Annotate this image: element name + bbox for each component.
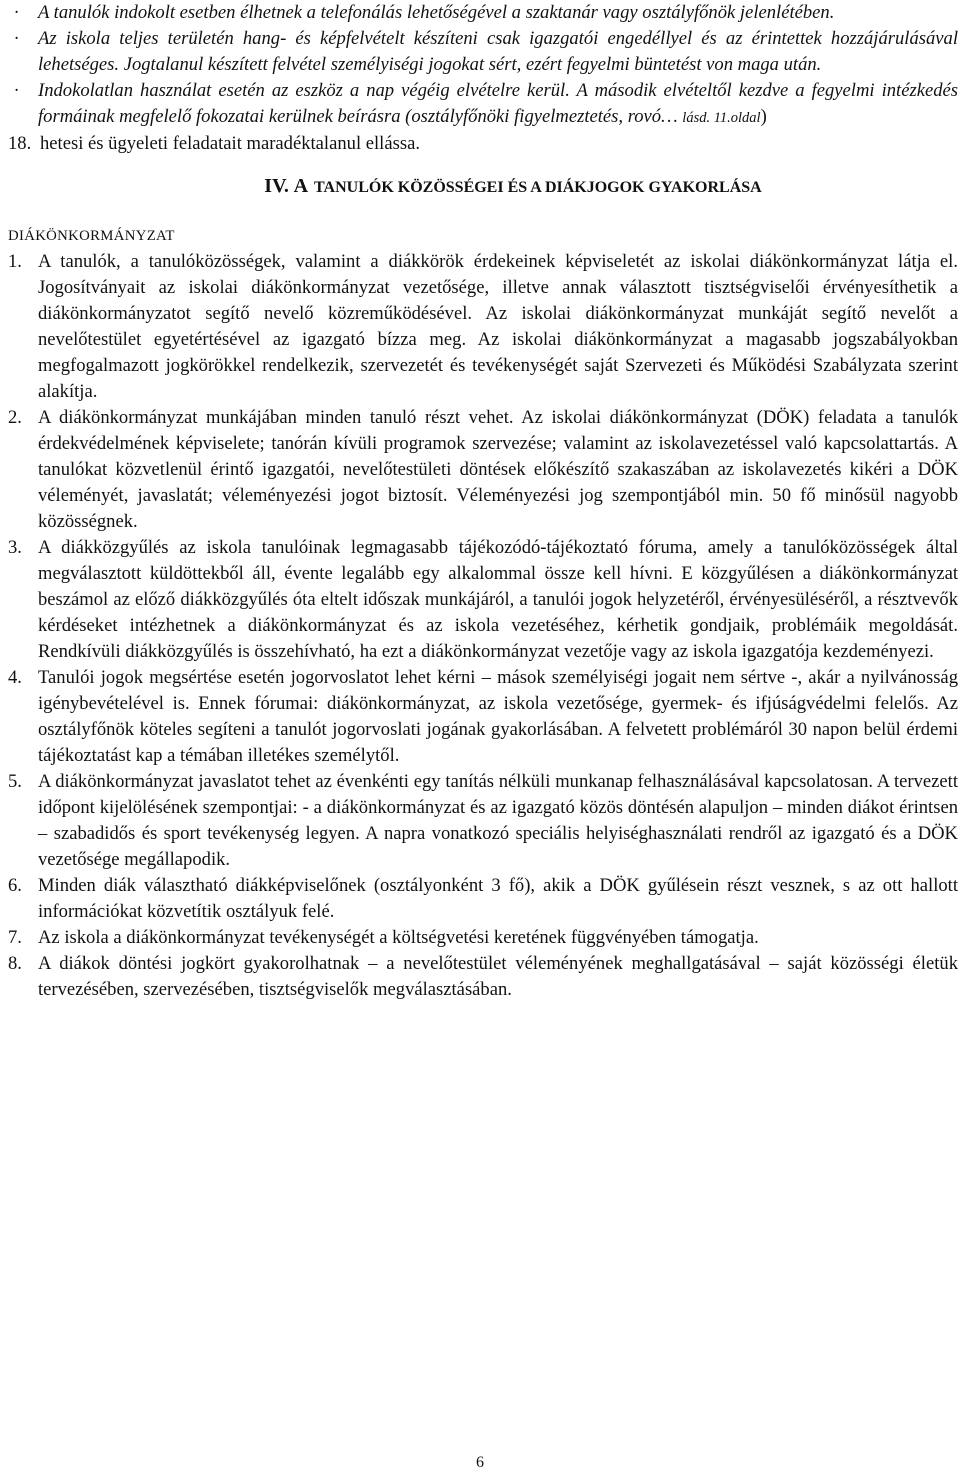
bullet-dot-icon: · (14, 28, 19, 49)
bullet-dot-icon: · (14, 80, 19, 101)
subheading: DIÁKÖNKORMÁNYZAT (8, 228, 175, 244)
list-item (8, 26, 958, 78)
numbered-list (8, 249, 958, 1003)
heading-roman-numeral: IV. (264, 175, 289, 197)
section-heading (8, 171, 958, 201)
list-item (8, 873, 958, 925)
item-number: 6. (8, 875, 22, 896)
bullet-text: Indokolatlan használat esetén az eszköz a nap végéig elvételre kerül. A második elvételtől kezdve a fegyelmi intézkedés formáinak megfelelő fokozatai kerülnek beírásra (osztályfőnöki figyelmeztetés, rovó… (38, 80, 958, 127)
list-item (8, 535, 958, 665)
list-item (8, 665, 958, 769)
item-text: A diákönkormányzat javaslatot tehet az évenkénti egy tanítás nélküli munkanap felhasználásával kapcsolatosan. A tervezett időpont kijelölésének szempontjai: - a diákönkormányzat és az igazgató közös döntésén alapuljon – minden diákot érintsen – szabadidős és sport tevékenység legyen. A napra vonatkozó speciális helyiséghasználati rendről az igazgató és a DÖK vezetősége megállapodik. (38, 771, 958, 870)
item-text: A tanulók, a tanulóközösségek, valamint a diákkörök érdekeinek képviseletét az iskolai diákönkormányzat látja el. Jogosítványait az iskolai diákönkormányzat vezetősége, illetve annak választott tisztségviselői érvényesíthetik a diákönkormányzatot segítő nevelő közreműködésével. Az iskolai diákönkormányzat munkáját segítő nevelőt a nevelőtestület egyetértésével az igazgató bízza meg. Az iskolai diákönkormányzat a magasabb jogszabályokban megfogalmazott jogkörökkel rendelkezik, szervezetét és tevékenységét saját Szervezeti és Működési Szabályzata szerint alakítja. (38, 251, 958, 402)
item-text: Tanulói jogok megsértése esetén jogorvoslatot lehet kérni – mások személyiségi jogait nem sértve -, akár a nyilvánosság igénybevételével is. Ennek fórumai: diákönkormányzat, az iskola vezetősége, gyermek- és ifjúságvédelmi felelős. Az osztályfőnök köteles segíteni a tanulót jogorvoslati jogának gyakorlásában. A felvetett problémáról 30 napon belül érdemi tájékoztatást kap a témában illetékes személytől. (38, 667, 958, 766)
list-item (8, 925, 958, 951)
list-item (8, 769, 958, 873)
list-item (8, 951, 958, 1003)
item-number: 18. (8, 133, 32, 154)
item-number: 1. (8, 251, 22, 272)
page-number: 6 (476, 1454, 484, 1471)
item-text: A diákönkormányzat munkájában minden tanuló részt vehet. Az iskolai diákönkormányzat (DÖK) feladata a tanulók érdekvédelmének képviselete; tanórán kívüli programok szervezése; valamint az iskolavezetéssel való kapcsolattartás. A tanulókat közvetlenül érintő igazgatói, nevelőtestületi döntések előkészítő szakaszában az iskolavezetés kikéri a DÖK véleményét, javaslatát; véleményezési jogot biztosít. Véleményezési jog szempontjából min. 50 fő minősül nagyobb közösségnek. (38, 407, 958, 532)
list-item (8, 249, 958, 405)
item-number: 3. (8, 537, 22, 558)
bullet-text-end: ) (760, 106, 767, 127)
item-number: 7. (8, 927, 22, 948)
page-reference: lásd. 11.oldal (682, 110, 761, 126)
item-number: 5. (8, 771, 22, 792)
item-text: Minden diák választható diákképviselőnek (osztályonként 3 fő), akik a DÖK gyűlésein részt vesznek, s az ott hallott információkat közvetítik osztályuk felé. (38, 875, 958, 922)
item-text: A diákok döntési jogkört gyakorolhatnak – a nevelőtestület véleményének meghallgatásával – saját közösségi életük tervezésében, szervezésében, tisztségviselők megválasztásában. (38, 953, 958, 1000)
item-text: hetesi és ügyeleti feladatait maradéktalanul ellássa. (40, 133, 420, 154)
bullet-text: Az iskola teljes területén hang- és képfelvételt készíteni csak igazgatói engedéllyel és az érintettek hozzájárulásával lehetséges. Jogtalanul készített felvétel személyiségi jogokat sért, ezért fegyelmi büntetést von maga után. (38, 28, 958, 75)
bullet-text: A tanulók indokolt esetben élhetnek a telefonálás lehetőségével a szaktanár vagy osztályfőnök jelenlétében. (38, 2, 835, 23)
item-text: Az iskola a diákönkormányzat tevékenységét a költségvetési keretének függvényében támogatja. (38, 927, 759, 948)
bullet-dot-icon: · (14, 2, 19, 23)
bullet-list (8, 0, 958, 131)
heading-title: TANULÓK KÖZÖSSÉGEI ÉS A DIÁKJOGOK GYAKORLÁSA (314, 179, 762, 196)
document-page (8, 0, 958, 1003)
list-item (8, 78, 958, 131)
item-number: 2. (8, 407, 22, 428)
rule-item-18 (8, 131, 958, 157)
item-text: A diákközgyűlés az iskola tanulóinak legmagasabb tájékozódó-tájékoztató fóruma, amely a tanulóközösségek által megválasztott küldöttekből áll, évente legalább egy alkalommal össze kell hívni. E közgyűlésen a diákönkormányzat beszámol az előző diákközgyűlés óta eltelt időszak munkájáról, a tanulói jogok helyzetéről, érvényesüléséről, a résztvevők kérdéseket intézhetnek a diákönkormányzat és az iskola vezetéséhez, kérhetik gondjaik, problémáik megoldását. Rendkívüli diákközgyűlés is összehívható, ha ezt a diákönkormányzat vezetője vagy az iskola igazgatója kezdeményezi. (38, 537, 958, 662)
list-item (8, 0, 958, 26)
list-item (8, 405, 958, 535)
item-number: 8. (8, 953, 22, 974)
heading-first-letter: A (293, 175, 309, 197)
item-number: 4. (8, 667, 22, 688)
